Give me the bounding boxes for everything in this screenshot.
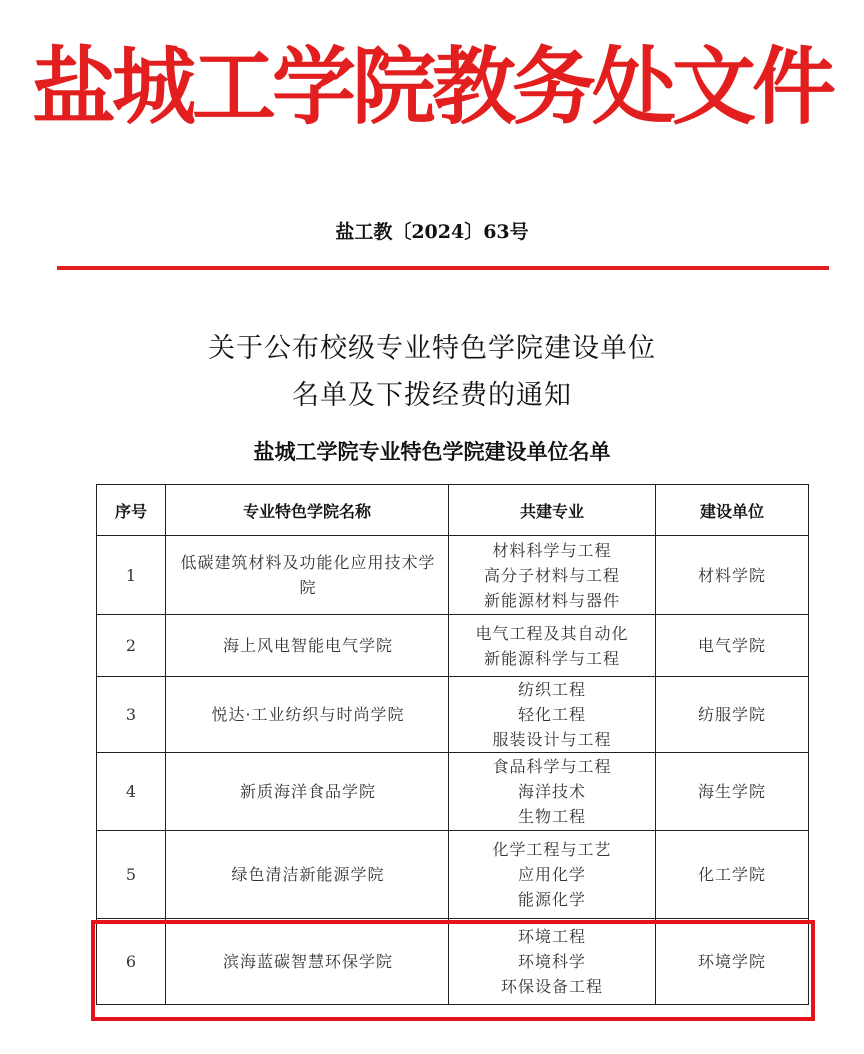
row-unit: 化工学院 <box>656 831 809 919</box>
row-seq: 6 <box>97 919 166 1005</box>
table-row <box>97 536 809 615</box>
row-seq: 2 <box>97 615 166 677</box>
row-majors <box>449 615 656 677</box>
row-unit: 电气学院 <box>656 615 809 677</box>
major-item: 生物工程 <box>517 807 586 826</box>
major-item: 环境科学 <box>517 952 586 971</box>
major-item: 材料科学与工程 <box>492 540 612 560</box>
table-caption: 盐城工学院专业特色学院建设单位名单 <box>253 440 611 464</box>
major-item: 应用化学 <box>517 865 586 884</box>
major-item: 食品科学与工程 <box>492 757 612 776</box>
major-item: 海洋技术 <box>517 782 586 801</box>
document-header-title: 盐城工学院教务处文件 <box>31 37 832 136</box>
row-college-name: 海上风电智能电气学院 <box>166 615 449 677</box>
major-item: 环境工程 <box>517 927 586 946</box>
row-college-name: 新质海洋食品学院 <box>166 753 449 831</box>
major-item: 能源化学 <box>517 890 586 909</box>
major-item: 纺织工程 <box>517 680 586 699</box>
column-header-college-name: 专业特色学院名称 <box>166 485 449 536</box>
row-seq: 5 <box>97 831 166 919</box>
major-item: 轻化工程 <box>517 705 586 724</box>
row-college-name: 悦达·工业纺织与时尚学院 <box>166 677 449 753</box>
column-header-unit: 建设单位 <box>656 485 809 536</box>
table-row <box>97 615 809 677</box>
row-seq: 1 <box>97 536 166 615</box>
major-item: 化学工程与工艺 <box>492 840 612 859</box>
row-seq: 4 <box>97 753 166 831</box>
major-item: 服装设计与工程 <box>492 730 612 749</box>
major-item: 新能源科学与工程 <box>483 648 620 668</box>
table-header-row <box>97 485 809 536</box>
table-row <box>97 831 809 919</box>
row-majors <box>449 536 656 615</box>
notice-title-line-1: 关于公布校级专业特色学院建设单位 <box>208 333 656 364</box>
major-item: 电气工程及其自动化 <box>475 623 629 643</box>
document-number: 盐工教〔2024〕63号 <box>335 221 529 243</box>
highlight-box-row-6 <box>91 920 815 1021</box>
row-unit: 纺服学院 <box>656 677 809 753</box>
row-college-name: 滨海蓝碳智慧环保学院 <box>166 919 449 1005</box>
row-majors <box>449 677 656 753</box>
row-seq: 3 <box>97 677 166 753</box>
row-majors <box>449 753 656 831</box>
row-unit: 材料学院 <box>656 536 809 615</box>
row-college-name: 绿色清洁新能源学院 <box>166 831 449 919</box>
column-header-majors: 共建专业 <box>449 485 656 536</box>
notice-title-line-2: 名单及下拨经费的通知 <box>292 380 572 411</box>
row-majors <box>449 831 656 919</box>
row-unit: 海生学院 <box>656 753 809 831</box>
row-college-name: 低碳建筑材料及功能化应用技术学院 <box>166 536 449 615</box>
major-item: 新能源材料与器件 <box>483 590 620 610</box>
red-divider-rule <box>57 266 829 270</box>
major-item: 高分子材料与工程 <box>483 565 620 585</box>
row-unit: 环境学院 <box>656 919 809 1005</box>
major-item: 环保设备工程 <box>500 977 603 996</box>
column-header-seq: 序号 <box>97 485 166 536</box>
table-row <box>97 753 809 831</box>
table-row <box>97 677 809 753</box>
